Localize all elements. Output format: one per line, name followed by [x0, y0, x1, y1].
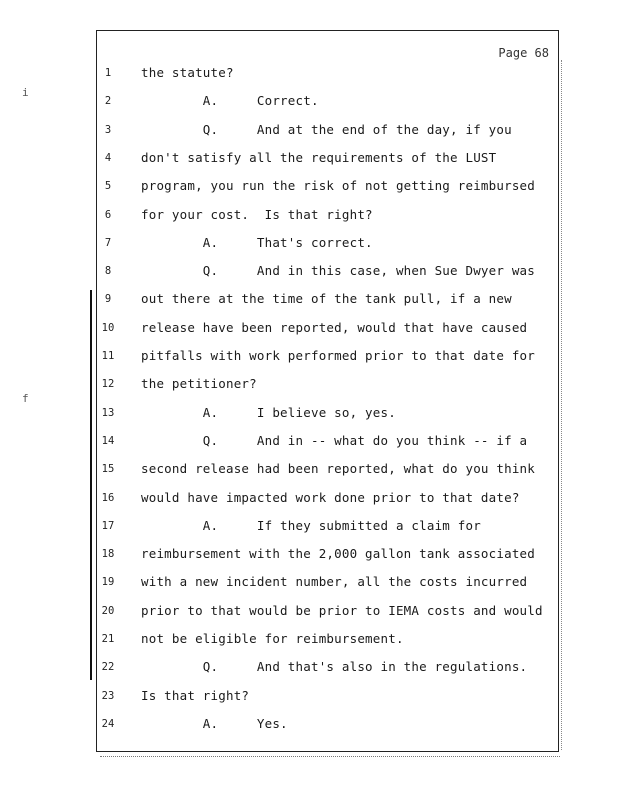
- line-text: Q. And that's also in the regulations.: [141, 659, 528, 675]
- line-number: 16: [101, 491, 115, 504]
- line-text: pitfalls with work performed prior to that date for: [141, 348, 536, 363]
- line-number: 1: [104, 67, 112, 79]
- right-margin-dots: [561, 60, 562, 750]
- line-text: A. If they submitted a claim for: [141, 517, 481, 533]
- line-text: with a new incident number, all the costs incurred: [141, 574, 528, 590]
- line-text: would have impacted work done prior to that date?: [141, 489, 520, 505]
- line-text: Q. And in -- what do you think -- if a: [141, 432, 528, 448]
- line-number: 18: [101, 548, 115, 561]
- line-text: A. Correct.: [141, 93, 319, 109]
- line-number: 17: [101, 519, 115, 532]
- margin-mark: f: [22, 392, 29, 405]
- line-number: 4: [104, 151, 112, 164]
- line-number: 3: [104, 123, 112, 136]
- line-number: 15: [101, 463, 115, 476]
- line-text: Q. And at the end of the day, if you: [141, 121, 512, 137]
- line-text: the statute?: [141, 65, 234, 80]
- line-number: 11: [101, 350, 115, 362]
- line-text: for your cost. Is that right?: [141, 206, 373, 222]
- page-number-label: Page 68: [498, 46, 549, 60]
- line-number: 13: [101, 406, 115, 419]
- line-text: program, you run the risk of not getting reimbursed: [141, 178, 536, 194]
- line-text: A. Yes.: [141, 715, 288, 731]
- line-number: 14: [101, 434, 115, 447]
- line-number: 5: [104, 180, 112, 193]
- line-text: the petitioner?: [141, 376, 257, 392]
- line-text: A. That's correct.: [141, 234, 373, 250]
- line-text: A. I believe so, yes.: [141, 404, 396, 420]
- line-number: 9: [104, 293, 112, 306]
- line-text: out there at the time of the tank pull, if a new: [141, 291, 512, 307]
- line-number: 6: [104, 208, 112, 221]
- line-number: 12: [101, 378, 115, 391]
- line-number: 24: [101, 717, 115, 730]
- line-number: 19: [101, 576, 115, 589]
- line-number: 21: [101, 633, 115, 645]
- line-number: 23: [101, 689, 115, 702]
- line-text: Q. And in this case, when Sue Dwyer was: [141, 263, 536, 279]
- line-number: 8: [104, 265, 112, 278]
- line-text: reimbursement with the 2,000 gallon tank associated: [141, 546, 536, 562]
- line-number: 22: [101, 661, 115, 674]
- line-number: 7: [104, 236, 112, 249]
- line-text: don't satisfy all the requirements of the LUST: [141, 149, 497, 165]
- left-margin-rule: [90, 290, 92, 680]
- line-text: not be eligible for reimbursement.: [141, 631, 404, 646]
- line-text: second release had been reported, what do you think: [141, 461, 536, 477]
- line-number: 2: [104, 95, 112, 108]
- line-text: Is that right?: [141, 687, 250, 703]
- line-number: 10: [101, 321, 115, 334]
- line-text: prior to that would be prior to IEMA costs and would: [141, 602, 543, 618]
- bottom-scan-noise: [100, 756, 560, 759]
- margin-mark: i: [22, 86, 29, 99]
- line-text: release have been reported, would that have caused: [141, 319, 528, 335]
- line-number: 20: [101, 604, 115, 617]
